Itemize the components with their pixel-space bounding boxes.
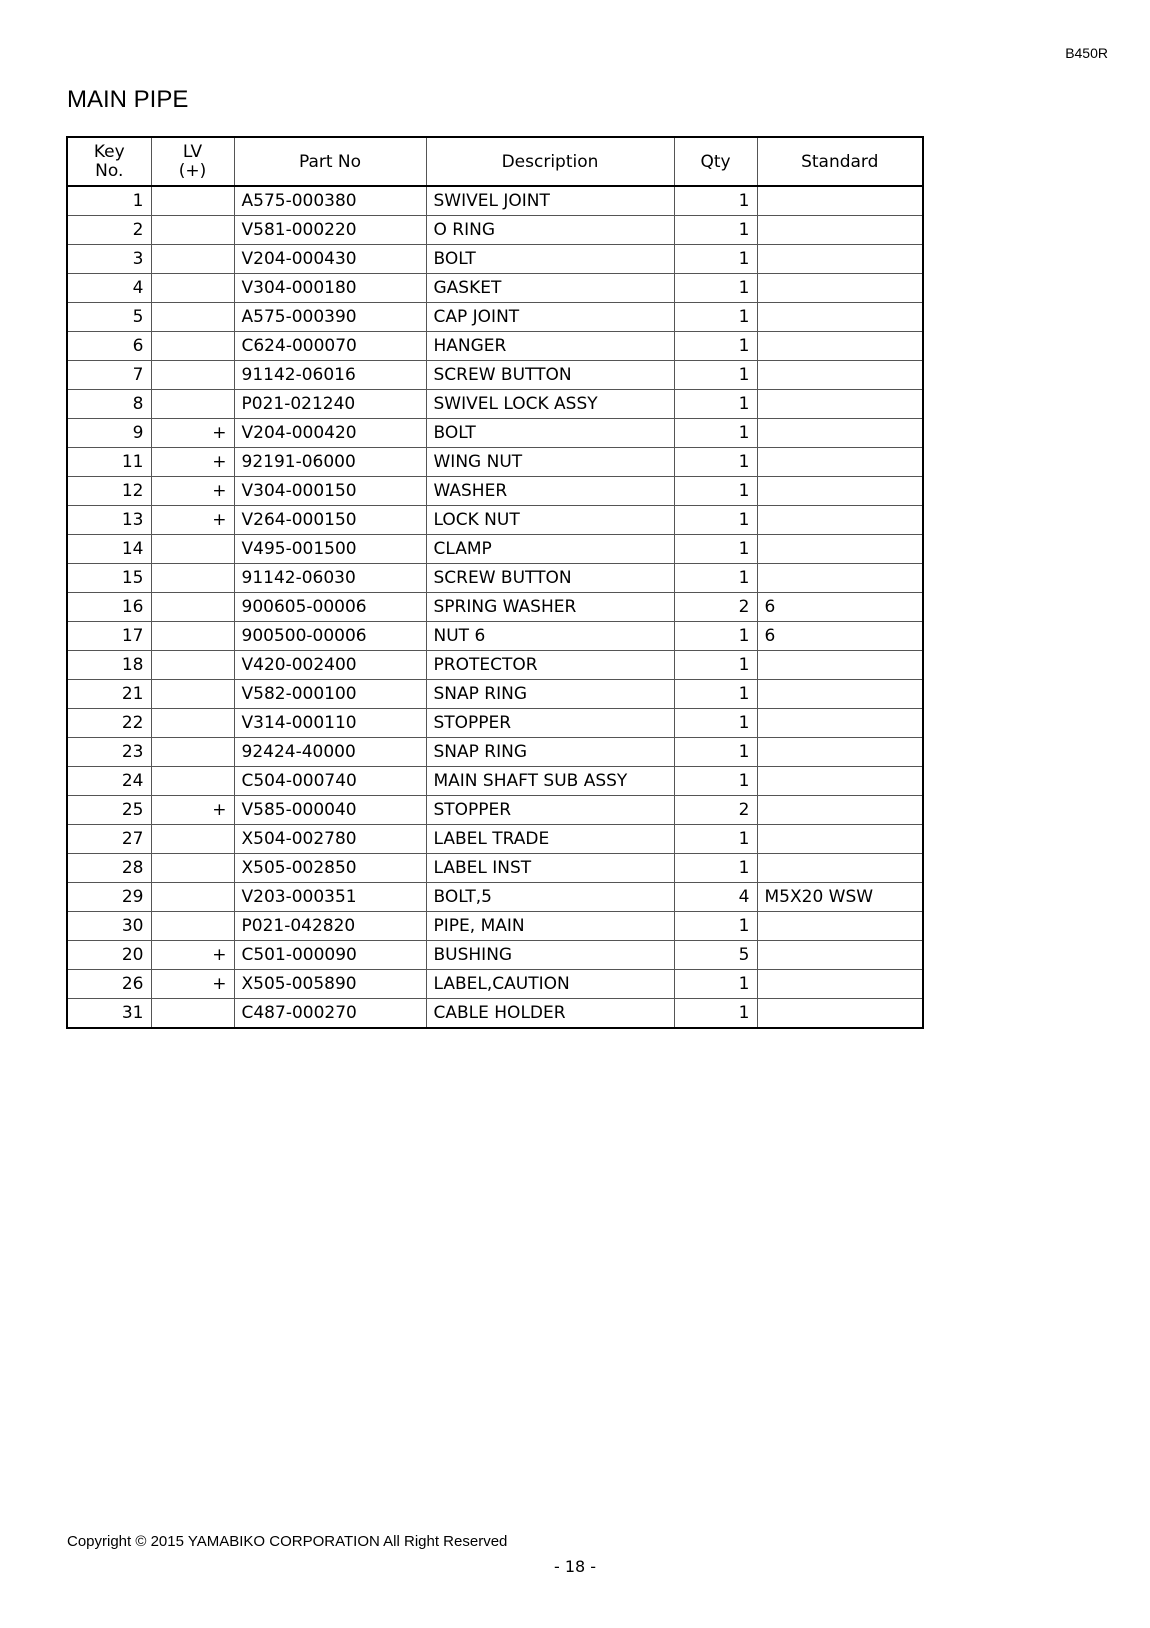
cell-lv xyxy=(151,825,234,854)
cell-key-no: 15 xyxy=(67,564,151,593)
table-row xyxy=(67,999,923,1029)
table-row xyxy=(67,535,923,564)
cell-description: STOPPER xyxy=(426,709,674,738)
cell-lv: + xyxy=(151,796,234,825)
table-row xyxy=(67,506,923,535)
column-header-standard: Standard xyxy=(757,137,923,186)
cell-key-no: 28 xyxy=(67,854,151,883)
cell-description: LABEL,CAUTION xyxy=(426,970,674,999)
cell-lv xyxy=(151,564,234,593)
cell-part-no: A575-000390 xyxy=(234,303,426,332)
cell-key-no: 26 xyxy=(67,970,151,999)
cell-lv: + xyxy=(151,941,234,970)
column-header-lv-line2: (+) xyxy=(178,160,207,181)
table-row xyxy=(67,216,923,245)
cell-qty: 1 xyxy=(674,970,757,999)
cell-part-no: C487-000270 xyxy=(234,999,426,1029)
cell-standard xyxy=(757,767,923,796)
cell-key-no: 18 xyxy=(67,651,151,680)
cell-description: SNAP RING xyxy=(426,680,674,709)
cell-standard xyxy=(757,477,923,506)
table-row xyxy=(67,390,923,419)
cell-key-no: 20 xyxy=(67,941,151,970)
cell-standard xyxy=(757,448,923,477)
cell-part-no: V585-000040 xyxy=(234,796,426,825)
column-header-key-line1: Key xyxy=(93,141,125,162)
parts-table xyxy=(66,136,924,1029)
cell-qty: 4 xyxy=(674,883,757,912)
cell-qty: 1 xyxy=(674,448,757,477)
table-row xyxy=(67,883,923,912)
table-row xyxy=(67,854,923,883)
cell-lv xyxy=(151,535,234,564)
cell-standard xyxy=(757,564,923,593)
column-header-qty: Qty xyxy=(674,137,757,186)
cell-qty: 1 xyxy=(674,303,757,332)
cell-lv xyxy=(151,593,234,622)
cell-lv: + xyxy=(151,506,234,535)
cell-part-no: 91142-06030 xyxy=(234,564,426,593)
cell-part-no: V203-000351 xyxy=(234,883,426,912)
cell-description: LABEL INST xyxy=(426,854,674,883)
table-row xyxy=(67,767,923,796)
cell-standard: M5X20 WSW xyxy=(757,883,923,912)
cell-lv xyxy=(151,303,234,332)
cell-description: WASHER xyxy=(426,477,674,506)
cell-qty: 1 xyxy=(674,767,757,796)
table-row xyxy=(67,651,923,680)
cell-lv xyxy=(151,767,234,796)
table-row xyxy=(67,970,923,999)
cell-standard xyxy=(757,941,923,970)
model-code: B450R xyxy=(1065,45,1108,61)
cell-part-no: C624-000070 xyxy=(234,332,426,361)
cell-qty: 1 xyxy=(674,216,757,245)
header-row xyxy=(67,137,923,186)
column-header-lv-line1: LV xyxy=(182,141,203,162)
cell-key-no: 14 xyxy=(67,535,151,564)
cell-standard xyxy=(757,709,923,738)
cell-part-no: V304-000180 xyxy=(234,274,426,303)
cell-standard xyxy=(757,245,923,274)
cell-qty: 1 xyxy=(674,245,757,274)
cell-standard xyxy=(757,216,923,245)
cell-description: CABLE HOLDER xyxy=(426,999,674,1029)
cell-standard xyxy=(757,303,923,332)
cell-key-no: 24 xyxy=(67,767,151,796)
cell-lv xyxy=(151,680,234,709)
cell-part-no: V581-000220 xyxy=(234,216,426,245)
cell-key-no: 7 xyxy=(67,361,151,390)
cell-qty: 2 xyxy=(674,593,757,622)
table-row xyxy=(67,738,923,767)
cell-part-no: V582-000100 xyxy=(234,680,426,709)
copyright-notice: Copyright © 2015 YAMABIKO CORPORATION All Right Reserved xyxy=(67,1533,508,1550)
cell-lv: + xyxy=(151,970,234,999)
table-row xyxy=(67,941,923,970)
cell-description: PIPE, MAIN xyxy=(426,912,674,941)
cell-key-no: 5 xyxy=(67,303,151,332)
cell-part-no: V304-000150 xyxy=(234,477,426,506)
cell-key-no: 30 xyxy=(67,912,151,941)
cell-qty: 1 xyxy=(674,361,757,390)
cell-description: WING NUT xyxy=(426,448,674,477)
cell-part-no: V204-000420 xyxy=(234,419,426,448)
cell-key-no: 27 xyxy=(67,825,151,854)
cell-lv xyxy=(151,216,234,245)
cell-standard xyxy=(757,651,923,680)
cell-lv xyxy=(151,390,234,419)
cell-key-no: 8 xyxy=(67,390,151,419)
cell-description: GASKET xyxy=(426,274,674,303)
cell-qty: 1 xyxy=(674,622,757,651)
cell-part-no: X504-002780 xyxy=(234,825,426,854)
column-header-lv xyxy=(151,137,234,186)
cell-description: SWIVEL JOINT xyxy=(426,186,674,216)
table-row xyxy=(67,245,923,274)
table-row xyxy=(67,622,923,651)
cell-standard xyxy=(757,332,923,361)
table-row xyxy=(67,912,923,941)
table-row xyxy=(67,448,923,477)
cell-part-no: V204-000430 xyxy=(234,245,426,274)
cell-description: LOCK NUT xyxy=(426,506,674,535)
cell-key-no: 2 xyxy=(67,216,151,245)
cell-standard: 6 xyxy=(757,622,923,651)
cell-standard xyxy=(757,854,923,883)
cell-part-no: V314-000110 xyxy=(234,709,426,738)
table-row xyxy=(67,709,923,738)
table-row xyxy=(67,419,923,448)
cell-qty: 1 xyxy=(674,651,757,680)
cell-qty: 1 xyxy=(674,854,757,883)
table-row xyxy=(67,564,923,593)
table-row xyxy=(67,274,923,303)
cell-key-no: 11 xyxy=(67,448,151,477)
table-row xyxy=(67,361,923,390)
cell-qty: 1 xyxy=(674,999,757,1029)
cell-key-no: 3 xyxy=(67,245,151,274)
table-row xyxy=(67,332,923,361)
cell-lv xyxy=(151,361,234,390)
cell-description: SCREW BUTTON xyxy=(426,564,674,593)
cell-lv xyxy=(151,738,234,767)
cell-description: MAIN SHAFT SUB ASSY xyxy=(426,767,674,796)
cell-standard xyxy=(757,738,923,767)
cell-key-no: 17 xyxy=(67,622,151,651)
page-number: - 18 - xyxy=(553,1557,597,1576)
cell-part-no: 92191-06000 xyxy=(234,448,426,477)
column-header-part-no: Part No xyxy=(234,137,426,186)
cell-standard: 6 xyxy=(757,593,923,622)
cell-key-no: 25 xyxy=(67,796,151,825)
cell-qty: 1 xyxy=(674,680,757,709)
cell-part-no: V264-000150 xyxy=(234,506,426,535)
cell-lv xyxy=(151,245,234,274)
cell-description: BOLT,5 xyxy=(426,883,674,912)
cell-qty: 1 xyxy=(674,506,757,535)
cell-standard xyxy=(757,796,923,825)
cell-qty: 1 xyxy=(674,564,757,593)
cell-lv xyxy=(151,186,234,216)
cell-key-no: 6 xyxy=(67,332,151,361)
cell-description: BOLT xyxy=(426,419,674,448)
cell-lv xyxy=(151,709,234,738)
column-header-description: Description xyxy=(426,137,674,186)
cell-standard xyxy=(757,680,923,709)
cell-standard xyxy=(757,186,923,216)
cell-description: CAP JOINT xyxy=(426,303,674,332)
cell-qty: 1 xyxy=(674,332,757,361)
cell-key-no: 16 xyxy=(67,593,151,622)
cell-standard xyxy=(757,535,923,564)
cell-qty: 1 xyxy=(674,390,757,419)
cell-key-no: 22 xyxy=(67,709,151,738)
cell-standard xyxy=(757,912,923,941)
cell-lv: + xyxy=(151,419,234,448)
cell-standard xyxy=(757,419,923,448)
cell-lv xyxy=(151,332,234,361)
cell-description: SNAP RING xyxy=(426,738,674,767)
cell-part-no: P021-042820 xyxy=(234,912,426,941)
cell-qty: 1 xyxy=(674,912,757,941)
cell-part-no: V495-001500 xyxy=(234,535,426,564)
cell-lv xyxy=(151,912,234,941)
cell-key-no: 31 xyxy=(67,999,151,1029)
cell-standard xyxy=(757,390,923,419)
cell-qty: 1 xyxy=(674,477,757,506)
cell-description: NUT 6 xyxy=(426,622,674,651)
cell-standard xyxy=(757,970,923,999)
cell-description: SWIVEL LOCK ASSY xyxy=(426,390,674,419)
parts-table-header xyxy=(67,137,923,186)
cell-lv xyxy=(151,854,234,883)
cell-part-no: P021-021240 xyxy=(234,390,426,419)
cell-standard xyxy=(757,825,923,854)
cell-description: PROTECTOR xyxy=(426,651,674,680)
cell-key-no: 23 xyxy=(67,738,151,767)
cell-lv xyxy=(151,274,234,303)
table-row xyxy=(67,303,923,332)
cell-lv xyxy=(151,622,234,651)
cell-qty: 1 xyxy=(674,419,757,448)
cell-part-no: V420-002400 xyxy=(234,651,426,680)
cell-part-no: C504-000740 xyxy=(234,767,426,796)
cell-description: HANGER xyxy=(426,332,674,361)
table-row xyxy=(67,186,923,216)
cell-qty: 1 xyxy=(674,709,757,738)
cell-description: STOPPER xyxy=(426,796,674,825)
cell-standard xyxy=(757,274,923,303)
cell-qty: 1 xyxy=(674,535,757,564)
cell-qty: 2 xyxy=(674,796,757,825)
cell-standard xyxy=(757,999,923,1029)
cell-lv xyxy=(151,883,234,912)
table-row xyxy=(67,680,923,709)
table-row xyxy=(67,477,923,506)
cell-part-no: 900500-00006 xyxy=(234,622,426,651)
cell-key-no: 29 xyxy=(67,883,151,912)
cell-description: BOLT xyxy=(426,245,674,274)
cell-lv: + xyxy=(151,477,234,506)
table-row xyxy=(67,796,923,825)
cell-standard xyxy=(757,361,923,390)
cell-key-no: 21 xyxy=(67,680,151,709)
cell-key-no: 12 xyxy=(67,477,151,506)
cell-qty: 1 xyxy=(674,274,757,303)
cell-description: LABEL TRADE xyxy=(426,825,674,854)
cell-key-no: 4 xyxy=(67,274,151,303)
cell-part-no: X505-002850 xyxy=(234,854,426,883)
cell-part-no: 92424-40000 xyxy=(234,738,426,767)
cell-key-no: 13 xyxy=(67,506,151,535)
column-header-key-line2: No. xyxy=(95,160,124,181)
cell-qty: 1 xyxy=(674,186,757,216)
cell-qty: 1 xyxy=(674,825,757,854)
cell-lv: + xyxy=(151,448,234,477)
cell-part-no: 91142-06016 xyxy=(234,361,426,390)
cell-lv xyxy=(151,651,234,680)
column-header-key-no xyxy=(67,137,151,186)
cell-key-no: 1 xyxy=(67,186,151,216)
cell-description: SCREW BUTTON xyxy=(426,361,674,390)
cell-lv xyxy=(151,999,234,1029)
cell-description: BUSHING xyxy=(426,941,674,970)
cell-key-no: 9 xyxy=(67,419,151,448)
cell-part-no: A575-000380 xyxy=(234,186,426,216)
cell-part-no: 900605-00006 xyxy=(234,593,426,622)
table-row xyxy=(67,825,923,854)
cell-description: SPRING WASHER xyxy=(426,593,674,622)
cell-part-no: C501-000090 xyxy=(234,941,426,970)
page-title: MAIN PIPE xyxy=(67,86,189,113)
cell-qty: 1 xyxy=(674,738,757,767)
cell-part-no: X505-005890 xyxy=(234,970,426,999)
cell-description: CLAMP xyxy=(426,535,674,564)
cell-standard xyxy=(757,506,923,535)
cell-qty: 5 xyxy=(674,941,757,970)
table-row xyxy=(67,593,923,622)
cell-description: O RING xyxy=(426,216,674,245)
parts-table-body xyxy=(67,186,923,1028)
